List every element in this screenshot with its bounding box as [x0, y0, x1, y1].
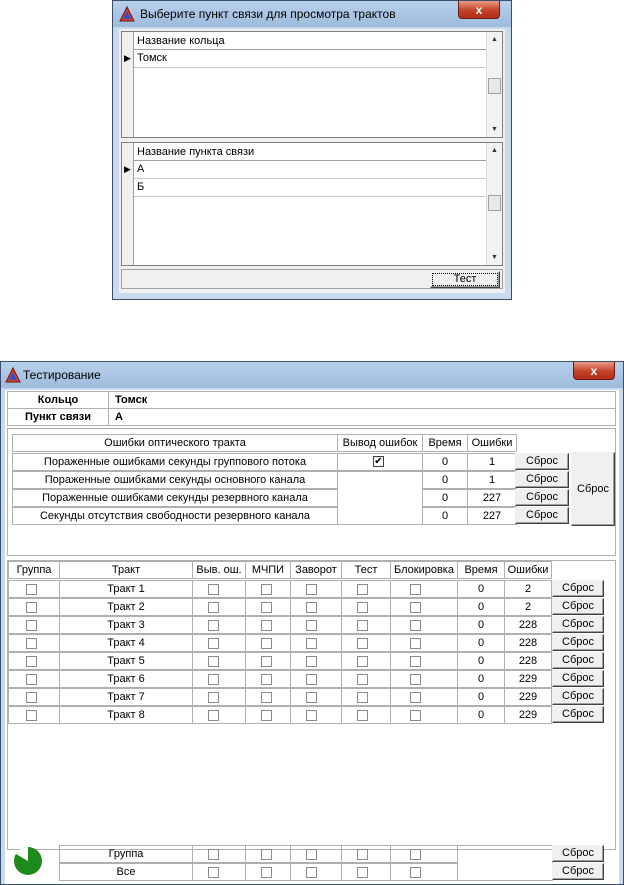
loopback-checkbox[interactable]: [306, 620, 317, 631]
output-checkbox[interactable]: [208, 656, 219, 667]
ring-row[interactable]: Томск: [134, 50, 486, 68]
optical-time: 0: [422, 489, 468, 507]
ring-grid[interactable]: [121, 31, 503, 138]
loopback-checkbox[interactable]: [306, 602, 317, 613]
test-checkbox[interactable]: [357, 710, 368, 721]
optical-row-label: Секунды отсутствия свободности резервного канала: [12, 507, 338, 525]
row-path-name: Тракт 2: [59, 598, 193, 616]
row-reset-button[interactable]: Сброс: [552, 580, 604, 597]
footer-checkbox[interactable]: [306, 849, 317, 860]
optical-header: Ошибки оптического тракта: [12, 434, 338, 452]
group-checkbox[interactable]: [26, 674, 37, 685]
errors-header: Ошибки: [467, 434, 517, 452]
row-reset-button[interactable]: Сброс: [552, 706, 604, 723]
warning-triangle-icon: [119, 6, 135, 22]
row-reset-button[interactable]: Сброс: [552, 634, 604, 651]
row-time: 0: [457, 670, 505, 688]
footer-checkbox[interactable]: [357, 867, 368, 878]
reset-button[interactable]: Сброс: [515, 507, 569, 524]
point-label: Пункт связи: [7, 408, 109, 426]
test-button[interactable]: Тест: [430, 271, 500, 288]
row-cell: [390, 580, 458, 598]
ring-value: Томск: [108, 391, 616, 409]
row-cell: [390, 616, 458, 634]
col-header: Тест: [341, 561, 391, 579]
footer-all-reset-button[interactable]: Сброс: [552, 863, 604, 880]
row-errors: 228: [504, 634, 552, 652]
output-checkbox[interactable]: [208, 638, 219, 649]
footer-checkbox[interactable]: [261, 867, 272, 878]
col-header: Заворот: [290, 561, 342, 579]
scroll-down-icon[interactable]: ▼: [491, 254, 498, 261]
output-checkbox[interactable]: [208, 692, 219, 703]
loopback-checkbox[interactable]: [306, 710, 317, 721]
close-button[interactable]: x: [573, 362, 615, 380]
output-checkbox-checked[interactable]: ✔: [374, 456, 383, 467]
reset-all-button[interactable]: Сброс: [571, 452, 615, 526]
row-reset-button[interactable]: Сброс: [552, 598, 604, 615]
row-cell: [390, 688, 458, 706]
select-point-dialog: [112, 0, 512, 300]
test-checkbox[interactable]: [357, 674, 368, 685]
test-checkbox[interactable]: [357, 692, 368, 703]
mchpi-checkbox[interactable]: [261, 692, 272, 703]
row-path-name: Тракт 4: [59, 634, 193, 652]
point-grid[interactable]: [121, 142, 503, 266]
row-time: 0: [457, 634, 505, 652]
mchpi-checkbox[interactable]: [261, 656, 272, 667]
group-checkbox[interactable]: [26, 620, 37, 631]
row-cell: [192, 688, 246, 706]
row-errors: 229: [504, 670, 552, 688]
row-reset-button[interactable]: Сброс: [552, 616, 604, 633]
optical-errors: 227: [467, 507, 517, 525]
dialog-title: Выберите пункт связи для просмотра трактов: [140, 7, 396, 21]
footer-cell: [192, 863, 246, 881]
optical-time: 0: [422, 453, 468, 471]
row-cell: [192, 670, 246, 688]
row-cell: [192, 580, 246, 598]
col-header: Группа: [8, 561, 60, 579]
footer-checkbox[interactable]: [261, 849, 272, 860]
row-time: 0: [457, 652, 505, 670]
point-value: А: [108, 408, 616, 426]
footer-checkbox[interactable]: [410, 867, 421, 878]
group-checkbox[interactable]: [26, 692, 37, 703]
block-checkbox[interactable]: [410, 710, 421, 721]
scroll-thumb[interactable]: [488, 78, 501, 94]
col-header: МЧПИ: [245, 561, 291, 579]
point-row[interactable]: Б: [134, 179, 486, 197]
block-checkbox[interactable]: [410, 656, 421, 667]
test-checkbox[interactable]: [357, 602, 368, 613]
footer-checkbox[interactable]: [208, 867, 219, 878]
group-checkbox[interactable]: [26, 584, 37, 595]
output-checkbox[interactable]: [208, 584, 219, 595]
row-errors: 228: [504, 616, 552, 634]
loopback-checkbox[interactable]: [306, 638, 317, 649]
row-indicator-column: [122, 143, 134, 266]
footer-cell: [390, 863, 458, 881]
block-checkbox[interactable]: [410, 638, 421, 649]
footer-checkbox[interactable]: [306, 867, 317, 878]
optical-row-label: Пораженные ошибками секунды основного канала: [12, 471, 338, 489]
row-indicator-column: [122, 32, 134, 138]
row-errors: 2: [504, 598, 552, 616]
group-checkbox[interactable]: [26, 710, 37, 721]
point-header: Название пункта связи: [134, 144, 486, 161]
optical-row-label: Пораженные ошибками секунды резервного канала: [12, 489, 338, 507]
ring-scrollbar[interactable]: [486, 32, 502, 137]
optical-row-label: Пораженные ошибками секунды группового потока: [12, 453, 338, 471]
block-checkbox[interactable]: [410, 602, 421, 613]
row-cell: [390, 634, 458, 652]
optical-errors: 1: [467, 453, 517, 471]
footer-all-label: Все: [59, 863, 193, 881]
footer-checkbox[interactable]: [357, 849, 368, 860]
footer-group-reset-button[interactable]: Сброс: [552, 845, 604, 862]
test-checkbox[interactable]: [357, 656, 368, 667]
row-time: 0: [457, 580, 505, 598]
reset-button[interactable]: Сброс: [515, 471, 569, 488]
col-header: Время: [457, 561, 505, 579]
ring-header: Название кольца: [134, 33, 486, 50]
dialog-client: [119, 29, 505, 293]
output-checkbox[interactable]: [208, 710, 219, 721]
col-header: Выв. ош.: [192, 561, 246, 579]
row-path-name: Тракт 8: [59, 706, 193, 724]
row-cell: [192, 634, 246, 652]
footer-cell: [390, 845, 458, 863]
optical-output-group-cell: [337, 471, 423, 525]
row-time: 0: [457, 616, 505, 634]
block-checkbox[interactable]: [410, 584, 421, 595]
row-path-name: Тракт 1: [59, 580, 193, 598]
scroll-thumb[interactable]: [488, 195, 501, 211]
progress-pie-icon: [13, 846, 43, 876]
row-path-name: Тракт 6: [59, 670, 193, 688]
row-reset-button[interactable]: Сброс: [552, 688, 604, 705]
scroll-up-icon[interactable]: ▲: [491, 147, 498, 154]
footer-checkbox[interactable]: [208, 849, 219, 860]
ring-label: Кольцо: [7, 391, 109, 409]
output-checkbox[interactable]: [208, 602, 219, 613]
mchpi-checkbox[interactable]: [261, 620, 272, 631]
col-header: Тракт: [59, 561, 193, 579]
footer-cell: [192, 845, 246, 863]
col-header: Блокировка: [390, 561, 458, 579]
loopback-checkbox[interactable]: [306, 692, 317, 703]
row-cell: [390, 670, 458, 688]
loopback-checkbox[interactable]: [306, 656, 317, 667]
loopback-checkbox[interactable]: [306, 674, 317, 685]
window-titlebar[interactable]: [1, 362, 623, 388]
mchpi-checkbox[interactable]: [261, 584, 272, 595]
footer-filler: [457, 845, 553, 881]
row-cell: [192, 706, 246, 724]
window-title: Тестирование: [23, 368, 101, 382]
close-button[interactable]: x: [458, 1, 500, 19]
mchpi-checkbox[interactable]: [261, 674, 272, 685]
optical-errors: 227: [467, 489, 517, 507]
mchpi-checkbox[interactable]: [261, 638, 272, 649]
output-header: Вывод ошибок: [337, 434, 423, 452]
row-cell: [192, 616, 246, 634]
output-checkbox[interactable]: [208, 620, 219, 631]
test-checkbox[interactable]: [357, 620, 368, 631]
row-cell: [390, 706, 458, 724]
row-time: 0: [457, 688, 505, 706]
row-cell: [192, 652, 246, 670]
col-header: Ошибки: [504, 561, 552, 579]
row-reset-button[interactable]: Сброс: [552, 670, 604, 687]
row-errors: 228: [504, 652, 552, 670]
mchpi-checkbox[interactable]: [261, 602, 272, 613]
optical-time: 0: [422, 471, 468, 489]
mchpi-checkbox[interactable]: [261, 710, 272, 721]
scroll-down-icon[interactable]: ▼: [491, 126, 498, 133]
warning-triangle-icon: [5, 367, 21, 383]
point-scrollbar[interactable]: [486, 143, 502, 265]
group-checkbox[interactable]: [26, 602, 37, 613]
test-checkbox[interactable]: [357, 638, 368, 649]
row-time: 0: [457, 706, 505, 724]
group-checkbox[interactable]: [26, 656, 37, 667]
optical-errors: 1: [467, 471, 517, 489]
row-cell: [390, 598, 458, 616]
optical-time: 0: [422, 507, 468, 525]
reset-button[interactable]: Сброс: [515, 453, 569, 470]
testing-window: [0, 361, 624, 885]
test-checkbox[interactable]: [357, 584, 368, 595]
row-errors: 229: [504, 706, 552, 724]
row-path-name: Тракт 7: [59, 688, 193, 706]
reset-button[interactable]: Сброс: [515, 489, 569, 506]
output-checkbox[interactable]: [208, 674, 219, 685]
point-row[interactable]: А: [134, 161, 486, 179]
current-row-arrow-icon: ▶: [124, 164, 131, 174]
row-path-name: Тракт 5: [59, 652, 193, 670]
row-errors: 2: [504, 580, 552, 598]
row-time: 0: [457, 598, 505, 616]
row-cell: [390, 652, 458, 670]
current-row-arrow-icon: ▶: [124, 53, 131, 63]
footer-group-label: Группа: [59, 845, 193, 863]
loopback-checkbox[interactable]: [306, 584, 317, 595]
block-checkbox[interactable]: [410, 674, 421, 685]
row-path-name: Тракт 3: [59, 616, 193, 634]
block-checkbox[interactable]: [410, 692, 421, 703]
footer-checkbox[interactable]: [410, 849, 421, 860]
row-cell: [192, 598, 246, 616]
block-checkbox[interactable]: [410, 620, 421, 631]
window-client: [5, 390, 619, 884]
group-checkbox[interactable]: [26, 638, 37, 649]
row-errors: 229: [504, 688, 552, 706]
time-header: Время: [422, 434, 468, 452]
scroll-up-icon[interactable]: ▲: [491, 36, 498, 43]
dialog-titlebar[interactable]: [113, 1, 511, 27]
row-reset-button[interactable]: Сброс: [552, 652, 604, 669]
